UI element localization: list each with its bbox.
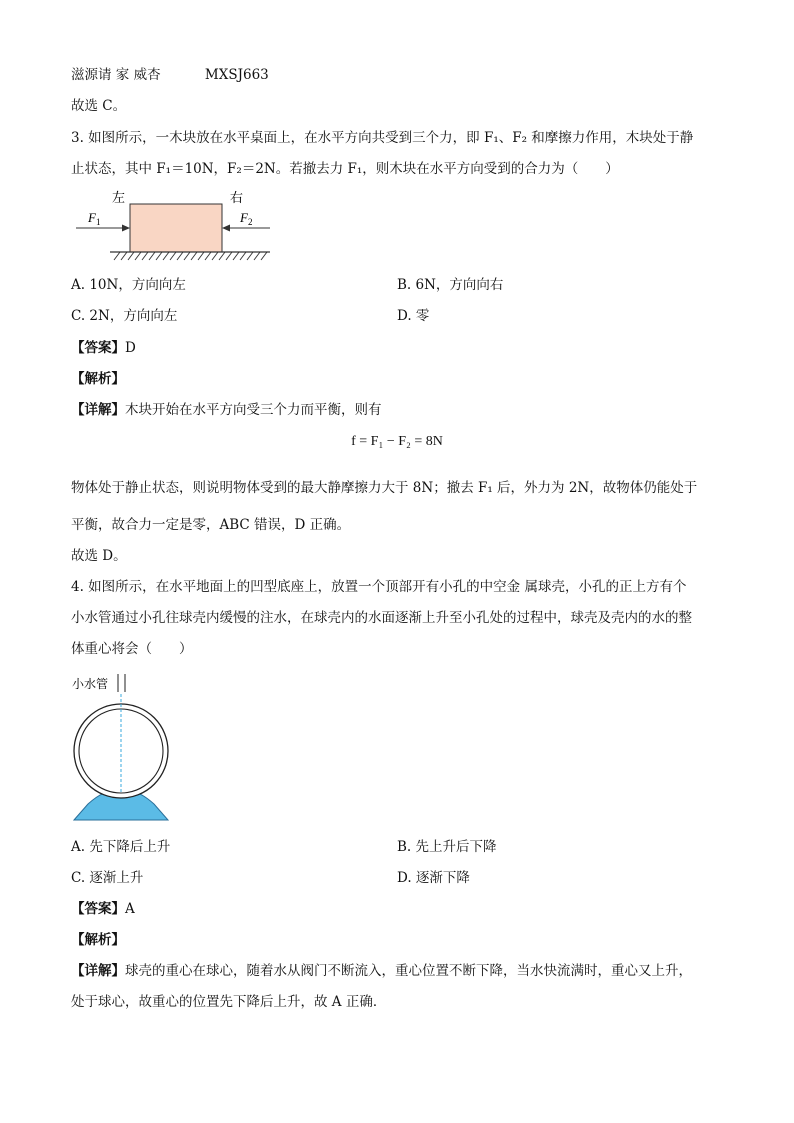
q3-stem-line-1: 3. 如图所示，一木块放在水平桌面上，在水平方向共受到三个力，即 F₁、F₂ 和摩擦力作用，木块处于静	[71, 130, 694, 146]
q3-option-d: D. 零	[397, 308, 430, 324]
q3-answer-tag: 【答案】	[71, 340, 125, 356]
q3-force-diagram	[72, 188, 277, 264]
q4-pipe-label: 小水管	[72, 677, 109, 691]
q3-answer	[71, 339, 136, 357]
q3-f2-arrowhead	[222, 225, 230, 232]
q3-option-b: B. 6N，方向向右	[397, 277, 504, 293]
q4-option-b: B. 先上升后下降	[397, 839, 497, 855]
q4-detail-line-2: 处于球心，故重心的位置先下降后上升，故 A 正确．	[71, 994, 387, 1010]
q4-detail-line-1	[71, 962, 692, 980]
q4-answer-value: A	[125, 901, 135, 917]
q3-detail-text-1: 木块开始在水平方向受三个力而平衡，则有	[125, 402, 382, 418]
q4-detail-tag: 【详解】	[71, 963, 125, 979]
q3-wood-block	[130, 204, 222, 252]
q3-answer-value: D	[125, 340, 136, 356]
q4-option-c: C. 逐渐上升	[71, 870, 144, 886]
q3-detail-line-2: 物体处于静止状态，则说明物体受到的最大静摩擦力大于 8N；撤去 F₁ 后，外力为 2N，故物体仍能处于	[71, 480, 698, 496]
q3-right-label: 右	[230, 190, 244, 205]
q3-conclusion: 故选 D。	[71, 548, 127, 564]
q3-option-a: A. 10N，方向向左	[71, 277, 186, 293]
q3-left-label: 左	[112, 190, 126, 205]
q3-stem-line-2: 止状态，其中 F₁＝10N，F₂＝2N。若撤去力 F₁，则木块在水平方向受到的合力为（ ）	[71, 161, 619, 177]
q4-stem-line-1: 4. 如图所示，在水平地面上的凹型底座上，放置一个顶部开有小孔的中空金 属球壳，小孔的正上方有个	[71, 579, 687, 595]
q3-f1-arrowhead	[122, 225, 130, 232]
q3-f1-label: $F_1$	[88, 210, 101, 227]
header-left-text: 滋源请 家 威杏	[71, 67, 161, 83]
q2-conclusion: 故选 C。	[71, 98, 127, 114]
q4-answer	[71, 900, 135, 918]
header-code: MXSJ663	[204, 67, 269, 83]
q4-analysis-tag: 【解析】	[71, 932, 125, 948]
q4-sphere-diagram	[70, 670, 170, 826]
q4-detail-text-1: 球壳的重心在球心，随着水从阀门不断流入，重心位置不断下降，当水快流满时，重心又上升，	[125, 963, 692, 979]
q4-stem-line-3: 体重心将会（ ）	[71, 641, 193, 657]
q3-ground-hatching	[114, 252, 267, 260]
q4-option-a: A. 先下降后上升	[71, 839, 171, 855]
q4-stem-line-2: 小水管通过小孔往球壳内缓慢的注水，在球壳内的水面逐渐上升至小孔处的过程中，球壳及壳内的水的整	[71, 610, 692, 626]
q4-option-d: D. 逐渐下降	[397, 870, 470, 886]
q4-answer-tag: 【答案】	[71, 901, 125, 917]
q3-f2-label: $F_2$	[240, 210, 253, 227]
q3-detail-line-1	[71, 401, 382, 419]
page-header	[71, 66, 269, 84]
q3-analysis-tag: 【解析】	[71, 371, 125, 387]
q3-detail-line-3: 平衡，故合力一定是零，ABC 错误，D 正确。	[71, 517, 351, 533]
q3-option-c: C. 2N，方向向左	[71, 308, 178, 324]
q3-detail-tag: 【详解】	[71, 402, 125, 418]
q3-formula: f = F₁ − F₂ = 8N	[351, 434, 443, 449]
